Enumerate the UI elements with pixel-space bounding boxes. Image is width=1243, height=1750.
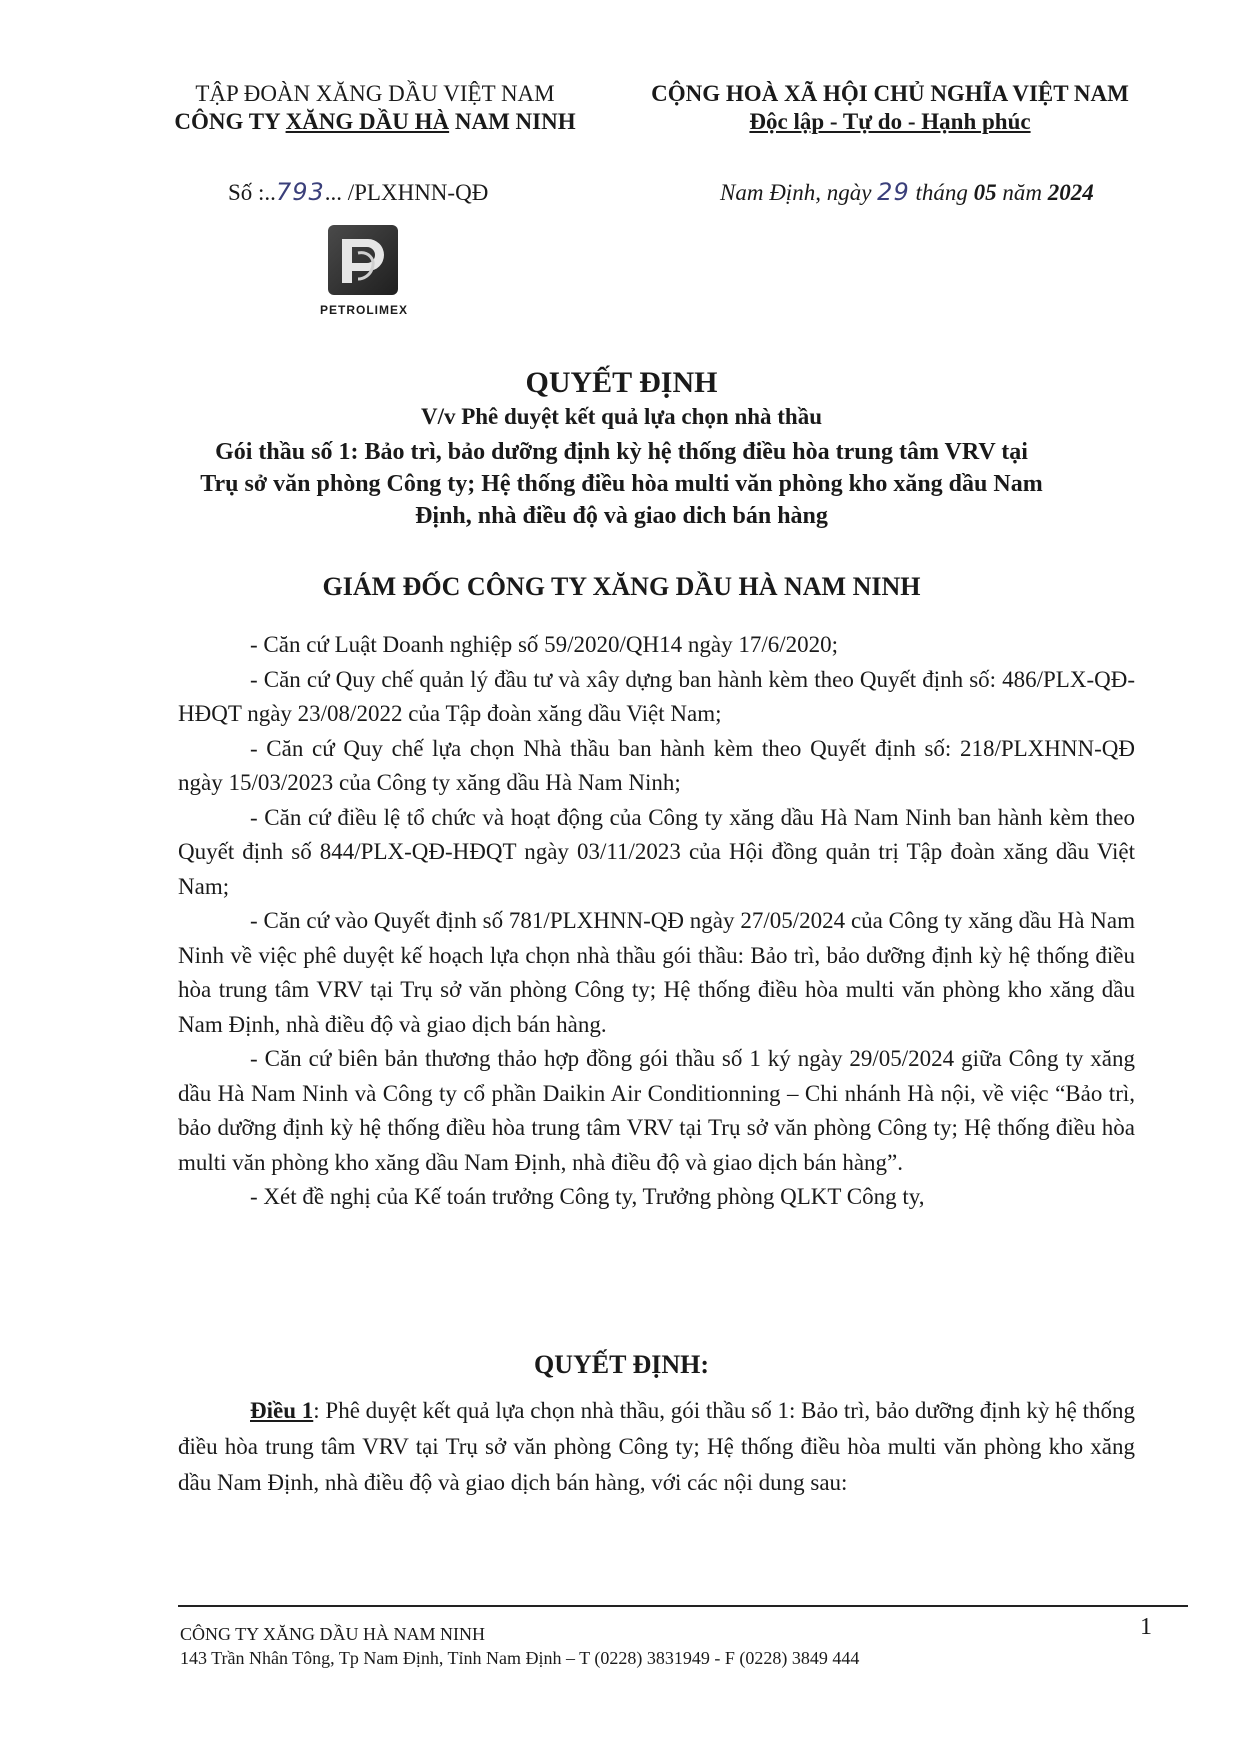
basis-item: - Căn cứ biên bản thương thảo hợp đồng gói thầu số 1 ký ngày 29/05/2024 giữa Công ty xăng dầu Hà Nam Ninh và Công ty cổ phần Daikin Air Conditionning – Chi nhánh Hà nội, về việc “Bảo trì, bảo dưỡng định kỳ hệ thống điều hòa trung tâm VRV tại Trụ sở văn phòng Công ty; Hệ thống điều hòa multi văn phòng kho xăng dầu Nam Định, nhà điều độ và giao dịch bán hàng”. [178, 1046, 1135, 1175]
footer-address: 143 Trần Nhân Tông, Tp Nam Định, Tỉnh Nam Định – T (0228) 3831949 - F (0228) 3849 444 [180, 1648, 860, 1668]
issuer-block [150, 80, 600, 136]
document-title: QUYẾT ĐỊNH [525, 366, 718, 399]
petrolimex-logo [318, 225, 410, 317]
date-place: Nam Định, ngày [720, 180, 878, 205]
date-day-handwritten: 29 [877, 178, 910, 206]
legal-bases [178, 628, 1135, 1215]
doc-number-handwritten: 793 [275, 178, 325, 206]
company-name-prefix: CÔNG TY [174, 109, 286, 134]
package-line-1: Gói thầu số 1: Bảo trì, bảo dưỡng định kỳ hệ thống điều hòa trung tâm VRV tại [215, 439, 1028, 465]
basis-item: - Căn cứ điều lệ tổ chức và hoạt động của Công ty xăng dầu Hà Nam Ninh ban hành kèm theo Quyết định số 844/PLX-QĐ-HĐQT ngày 03/11/2023 của Hội đồng quản trị Tập đoàn xăng dầu Việt Nam; [178, 804, 1135, 899]
date-year-label: năm [996, 180, 1048, 205]
footer-divider [178, 1605, 1188, 1607]
package-description [150, 436, 1093, 532]
parent-organization: TẬP ĐOÀN XĂNG DẦU VIỆT NAM [195, 81, 555, 106]
footer [180, 1622, 859, 1670]
date-month: 05 [973, 180, 997, 205]
document-number [228, 178, 488, 206]
article-1 [178, 1393, 1135, 1501]
decision-heading: QUYẾT ĐỊNH: [533, 1350, 710, 1379]
company-name [150, 108, 600, 136]
basis-item: - Căn cứ vào Quyết định số 781/PLXHNN-QĐ ngày 27/05/2024 của Công ty xăng dầu Hà Nam Ninh về việc phê duyệt kế hoạch lựa chọn nhà thầu gói thầu: Bảo trì, bảo dưỡng định kỳ hệ thống điều hòa trung tâm VRV tại Trụ sở văn phòng Công ty; Hệ thống điều hòa multi văn phòng kho xăng dầu Nam Định, nhà điều độ và giao dịch bán hàng. [178, 908, 1135, 1037]
footer-company: CÔNG TY XĂNG DẦU HÀ NAM NINH [180, 1624, 485, 1644]
company-name-underlined: XĂNG DẦU HÀ [285, 109, 450, 134]
basis-item: - Căn cứ Luật Doanh nghiệp số 59/2020/QH14 ngày 17/6/2020; [250, 632, 839, 657]
page-number: 1 [1140, 1614, 1152, 1640]
article-1-label: Điều 1 [250, 1398, 314, 1423]
company-name-suffix: NAM NINH [449, 109, 576, 134]
date-month-label: tháng [909, 180, 974, 205]
package-line-2: Trụ sở văn phòng Công ty; Hệ thống điều hòa multi văn phòng kho xăng dầu Nam [200, 471, 1043, 497]
national-motto-block [625, 80, 1155, 136]
doc-number-prefix: Số :.. [228, 180, 276, 205]
document-date [720, 178, 1094, 206]
basis-item: - Xét đề nghị của Kế toán trưởng Công ty, Trưởng phòng QLKT Công ty, [250, 1184, 925, 1209]
date-year: 2024 [1047, 180, 1094, 205]
country-name: CỘNG HOÀ XÃ HỘI CHỦ NGHĨA VIỆT NAM [651, 81, 1129, 106]
petrolimex-logo-icon [328, 225, 398, 295]
national-motto: Độc lập - Tự do - Hạnh phúc [749, 109, 1031, 134]
article-1-text: : Phê duyệt kết quả lựa chọn nhà thầu, gói thầu số 1: Bảo trì, bảo dưỡng định kỳ hệ thống điều hòa trung tâm VRV tại Trụ sở văn phòng Công ty; Hệ thống điều hòa multi văn phòng kho xăng dầu Nam Định, nhà điều độ và giao dịch bán hàng, với các nội dung sau: [178, 1398, 1135, 1495]
basis-item: - Căn cứ Quy chế quản lý đầu tư và xây dựng ban hành kèm theo Quyết định số: 486/PLX-QĐ-HĐQT ngày 23/08/2022 của Tập đoàn xăng dầu Việt Nam; [178, 666, 1135, 726]
logo-text: PETROLIMEX [319, 303, 408, 317]
basis-item: - Căn cứ Quy chế lựa chọn Nhà thầu ban hành kèm theo Quyết định số: 218/PLXHNN-QĐ ngày 15/03/2023 của Công ty xăng dầu Hà Nam Ninh; [178, 735, 1135, 795]
package-line-3: Định, nhà điều độ và giao dich bán hàng [415, 503, 828, 529]
document-subject: V/v Phê duyệt kết quả lựa chọn nhà thầu [420, 404, 823, 429]
doc-number-suffix: ... /PLXHNN-QĐ [324, 180, 489, 205]
issuing-authority: GIÁM ĐỐC CÔNG TY XĂNG DẦU HÀ NAM NINH [322, 572, 921, 601]
